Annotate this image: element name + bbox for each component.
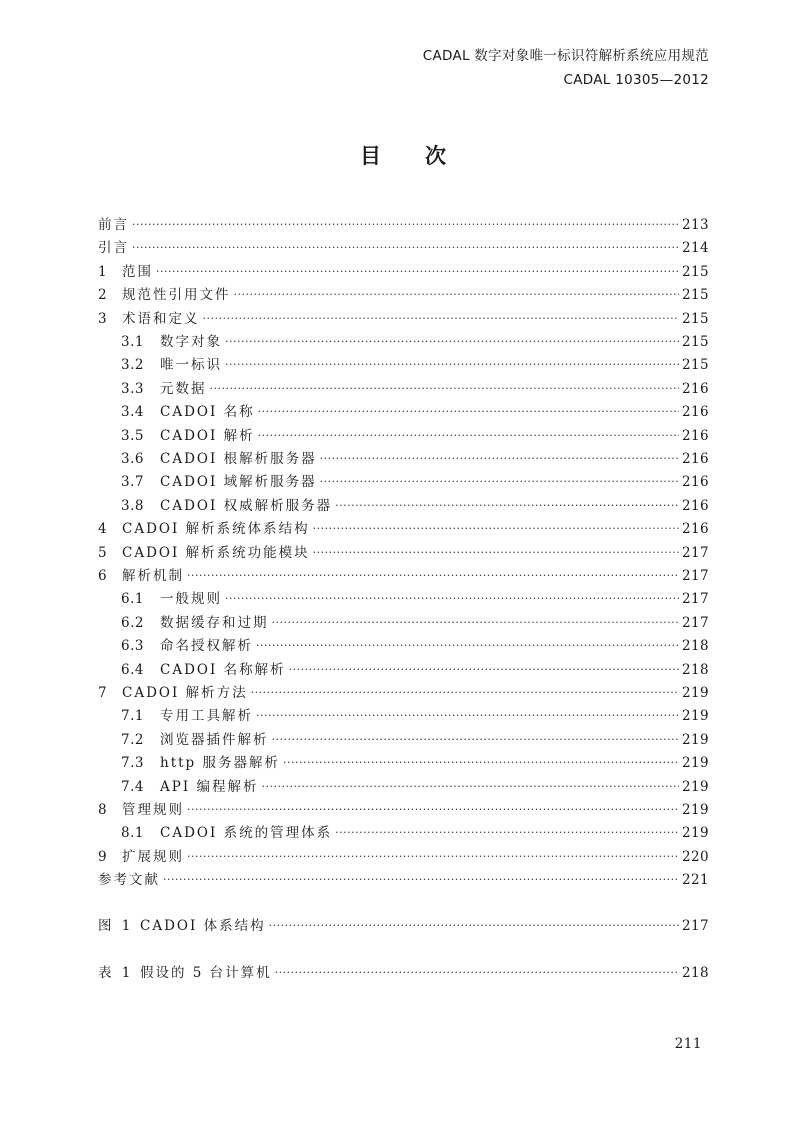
toc-entry[interactable] <box>98 799 708 821</box>
toc-entry[interactable] <box>98 705 708 727</box>
dot-leader <box>320 448 679 470</box>
entry-title: 规范性引用文件 <box>122 287 231 304</box>
dot-leader <box>225 354 679 376</box>
entry-number: 9 <box>98 848 108 865</box>
toc-entry[interactable] <box>98 448 708 470</box>
entry-number: 6 <box>98 568 108 584</box>
dot-leader <box>210 378 680 400</box>
entry-number: 5 <box>98 544 108 561</box>
entry-title: CADOI 解析 <box>160 427 255 444</box>
entry-title: 浏览器插件解析 <box>160 731 269 748</box>
entry-page-number: 218 <box>682 661 709 678</box>
entry-number: 表 1 <box>98 965 134 981</box>
toc-entry[interactable] <box>98 542 708 564</box>
entry-number: 8 <box>98 802 108 818</box>
entry-page-number: 219 <box>682 802 709 818</box>
entry-number: 3.1 <box>121 334 144 350</box>
entry-title: 参考文献 <box>98 872 160 889</box>
dot-leader <box>234 284 680 306</box>
dot-leader <box>313 542 679 564</box>
entry-title: CADOI 权威解析服务器 <box>160 497 333 514</box>
dot-leader <box>335 495 679 517</box>
toc-entry[interactable] <box>98 495 708 517</box>
entry-number: 6.1 <box>121 591 144 608</box>
entry-number: 3.4 <box>121 404 144 421</box>
dot-leader <box>258 401 679 423</box>
dot-leader <box>132 214 679 236</box>
dot-leader <box>272 612 680 634</box>
entry-page-number: 215 <box>682 310 709 327</box>
dot-leader <box>313 518 679 540</box>
entry-title: CADOI 解析系统体系结构 <box>122 521 310 538</box>
entry-page-number: 217 <box>682 544 709 561</box>
entry-page-number: 215 <box>682 357 709 374</box>
entry-title: 专用工具解析 <box>160 708 253 725</box>
page-title: 目次 <box>360 144 490 168</box>
entry-page-number: 219 <box>682 731 709 748</box>
toc-entry[interactable] <box>98 401 708 423</box>
entry-page-number: 216 <box>682 451 709 467</box>
entry-number: 1 <box>98 263 108 280</box>
entry-page-number: 214 <box>682 240 709 257</box>
entry-page-number: 216 <box>682 521 709 538</box>
entry-number: 3.7 <box>121 474 144 491</box>
entry-page-number: 215 <box>682 334 709 350</box>
entry-page-number: 213 <box>682 217 709 233</box>
entry-number: 6.3 <box>121 638 144 655</box>
toc-entry[interactable] <box>98 659 708 681</box>
toc-entry[interactable] <box>98 308 708 330</box>
toc-entry[interactable] <box>98 846 708 868</box>
entry-page-number: 216 <box>682 404 709 421</box>
entry-title: 假设的 5 台计算机 <box>140 965 272 981</box>
entry-title: CADOI 名称 <box>160 404 255 421</box>
entry-page-number: 219 <box>682 778 709 795</box>
entry-page-number: 219 <box>682 708 709 725</box>
dot-leader <box>269 915 679 937</box>
dot-leader <box>275 962 679 984</box>
table-list-entry[interactable] <box>98 962 708 984</box>
toc-entry[interactable] <box>98 471 708 493</box>
entry-number: 7.1 <box>121 708 144 725</box>
dot-leader <box>132 237 679 259</box>
figure-list-entry[interactable] <box>98 915 708 937</box>
entry-title: CADOI 根解析服务器 <box>160 451 317 467</box>
dot-leader <box>258 425 679 447</box>
entry-title: CADOI 系统的管理体系 <box>160 825 333 842</box>
entry-title: CADOI 解析系统功能模块 <box>122 544 310 561</box>
header-standard-title: CADAL 数字对象唯一标识符解析系统应用规范 <box>422 48 709 64</box>
entry-title: 数据缓存和过期 <box>160 614 269 631</box>
entry-title: 术语和定义 <box>122 310 200 327</box>
entry-title: http 服务器解析 <box>160 755 280 772</box>
header-standard-number: CADAL 10305—2012 <box>563 72 709 88</box>
entry-number: 3.5 <box>121 427 144 444</box>
entry-title: 管理规则 <box>122 802 184 818</box>
dot-leader <box>225 331 679 353</box>
dot-leader <box>283 752 679 774</box>
entry-number: 6.2 <box>121 614 144 631</box>
toc-entry[interactable] <box>98 612 708 634</box>
toc-entry[interactable] <box>98 237 708 259</box>
entry-number: 3 <box>98 310 108 327</box>
toc-entry[interactable] <box>98 378 708 400</box>
entry-number: 3.6 <box>121 451 144 467</box>
entry-number: 3.8 <box>121 497 144 514</box>
running-header <box>423 44 709 92</box>
dot-leader <box>261 776 679 798</box>
entry-page-number: 218 <box>682 638 709 655</box>
entry-page-number: 219 <box>682 685 709 701</box>
entry-number: 7 <box>98 685 108 701</box>
entry-title: CADOI 体系结构 <box>140 918 266 934</box>
toc-entry[interactable] <box>98 729 708 751</box>
toc-entry[interactable] <box>98 284 708 306</box>
toc-entry[interactable] <box>98 682 708 704</box>
entry-title: 解析机制 <box>122 568 184 584</box>
entry-title: 元数据 <box>160 380 207 397</box>
entry-number: 4 <box>98 521 108 538</box>
dot-leader <box>320 471 679 493</box>
dot-leader <box>187 846 679 868</box>
entry-title: 扩展规则 <box>122 848 184 865</box>
toc-entry[interactable] <box>98 635 708 657</box>
entry-title: CADOI 解析方法 <box>122 685 248 701</box>
toc-entry[interactable] <box>98 261 708 283</box>
entry-number: 7.3 <box>121 755 144 772</box>
entry-title: 数字对象 <box>160 334 222 350</box>
page-number: 211 <box>674 1036 702 1052</box>
entry-number: 7.4 <box>121 778 144 795</box>
dot-leader <box>289 659 679 681</box>
entry-page-number: 217 <box>682 918 709 934</box>
dot-leader <box>272 729 680 751</box>
toc-entry[interactable] <box>98 354 708 376</box>
entry-page-number: 216 <box>682 427 709 444</box>
dot-leader <box>187 565 679 587</box>
dot-leader <box>163 869 679 891</box>
toc-entry[interactable] <box>98 752 708 774</box>
entry-page-number: 216 <box>682 497 709 514</box>
entry-number: 6.4 <box>121 661 144 678</box>
entry-page-number: 217 <box>682 614 709 631</box>
entry-title: API 编程解析 <box>160 778 259 795</box>
dot-leader <box>225 588 679 610</box>
toc-entry[interactable] <box>98 776 708 798</box>
dot-leader <box>187 799 679 821</box>
entry-number: 7.2 <box>121 731 144 748</box>
entry-title: 引言 <box>98 240 129 257</box>
entry-title: 前言 <box>98 217 129 233</box>
entry-number: 图 1 <box>98 918 134 934</box>
entry-title: CADOI 名称解析 <box>160 661 286 678</box>
dot-leader <box>256 705 679 727</box>
dot-leader <box>251 682 679 704</box>
dot-leader <box>335 822 679 844</box>
entry-page-number: 219 <box>682 825 709 842</box>
toc-entry[interactable] <box>98 214 708 236</box>
entry-title: CADOI 域解析服务器 <box>160 474 317 491</box>
entry-page-number: 215 <box>682 263 709 280</box>
entry-page-number: 220 <box>682 848 709 865</box>
entry-title: 唯一标识 <box>160 357 222 374</box>
entry-page-number: 218 <box>682 965 709 981</box>
toc-entry[interactable] <box>98 331 708 353</box>
entry-page-number: 216 <box>682 380 709 397</box>
entry-number: 2 <box>98 287 108 304</box>
dot-leader <box>156 261 679 283</box>
dot-leader <box>256 635 679 657</box>
toc-entry[interactable] <box>98 518 708 540</box>
entry-page-number: 219 <box>682 755 709 772</box>
entry-number: 3.3 <box>121 380 144 397</box>
toc-entry[interactable] <box>98 565 708 587</box>
entry-page-number: 217 <box>682 568 709 584</box>
toc-entry[interactable] <box>98 822 708 844</box>
entry-number: 3.2 <box>121 357 144 374</box>
entry-page-number: 216 <box>682 474 709 491</box>
toc-entry[interactable] <box>98 588 708 610</box>
entry-title: 范围 <box>122 263 153 280</box>
toc-entry[interactable] <box>98 869 708 891</box>
entry-page-number: 217 <box>682 591 709 608</box>
entry-title: 一般规则 <box>160 591 222 608</box>
entry-page-number: 215 <box>682 287 709 304</box>
dot-leader <box>203 308 680 330</box>
toc-entry[interactable] <box>98 425 708 447</box>
entry-number: 8.1 <box>121 825 144 842</box>
entry-title: 命名授权解析 <box>160 638 253 655</box>
entry-page-number: 221 <box>682 872 709 889</box>
